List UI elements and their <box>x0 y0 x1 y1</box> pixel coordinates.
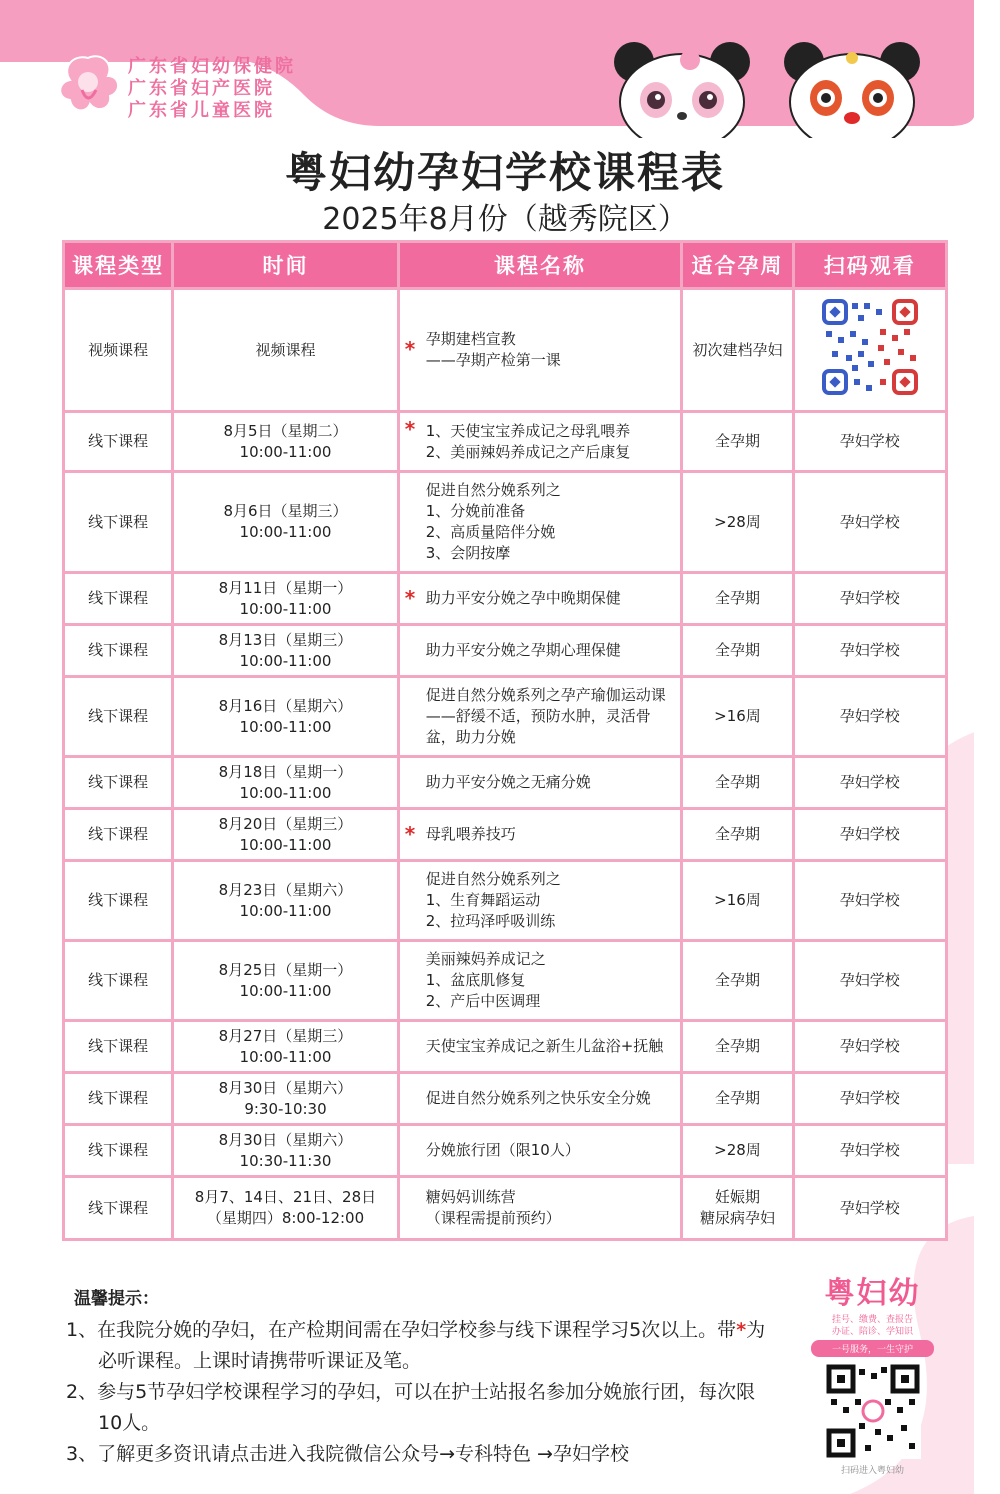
suitable-weeks: >16周 <box>683 862 791 939</box>
course-time: 8月30日（星期六） 9:30-10:30 <box>174 1074 397 1123</box>
required-star-icon: * <box>404 417 416 441</box>
course-name: 1、天使宝宝养成记之母乳喂养 2、美丽辣妈养成记之产后康复 <box>425 421 631 461</box>
watch-location: 孕妇学校 <box>795 758 945 807</box>
notes-section <box>66 1284 766 1470</box>
note-item-3: 3、了解更多资讯请点击进入我院微信公众号→专科特色 →孕妇学校 <box>66 1443 629 1465</box>
note-item-1-part-a: 1、在我院分娩的孕妇，在产检期间需在孕妇学校参与线下课程学习5次以上。带 <box>66 1319 737 1341</box>
course-type: 线下课程 <box>65 1074 171 1123</box>
course-time: 8月11日（星期一） 10:00-11:00 <box>174 574 397 623</box>
course-name: 美丽辣妈养成记之 1、盆底肌修复 2、产后中医调理 <box>425 950 546 1010</box>
course-name-cell <box>400 626 681 675</box>
table-row <box>65 942 945 1019</box>
course-time: 8月27日（星期三） 10:00-11:00 <box>174 1022 397 1071</box>
course-name-cell <box>400 810 681 859</box>
table-row <box>65 473 945 571</box>
course-type: 视频课程 <box>65 290 171 410</box>
page-title: 粤妇幼孕妇学校课程表 <box>284 148 725 197</box>
course-type: 线下课程 <box>65 413 171 470</box>
course-name: 促进自然分娩系列之快乐安全分娩 <box>425 1089 651 1107</box>
hospital-name-2: 广东省妇产医院 <box>128 78 275 99</box>
course-type: 线下课程 <box>65 1126 171 1175</box>
course-name: 母乳喂养技巧 <box>425 825 516 843</box>
watch-location: 孕妇学校 <box>795 1178 945 1238</box>
qr-code-icon[interactable] <box>818 295 922 399</box>
suitable-weeks: 全孕期 <box>683 1074 791 1123</box>
course-name: 促进自然分娩系列之孕产瑜伽运动课——舒缓不适，预防水肿，灵活骨盆，助力分娩 <box>425 686 666 746</box>
course-name-cell <box>400 1074 681 1123</box>
table-row <box>65 626 945 675</box>
course-type: 线下课程 <box>65 1178 171 1238</box>
watch-location: 孕妇学校 <box>795 862 945 939</box>
suitable-weeks: >28周 <box>683 473 791 571</box>
suitable-weeks: 全孕期 <box>683 413 791 470</box>
course-name: 助力平安分娩之无痛分娩 <box>425 773 591 791</box>
suitable-weeks: 全孕期 <box>683 758 791 807</box>
note-item-1 <box>66 1315 766 1377</box>
course-time: 8月25日（星期一） 10:00-11:00 <box>174 942 397 1019</box>
course-time: 8月16日（星期六） 10:00-11:00 <box>174 678 397 755</box>
watch-location: 孕妇学校 <box>795 810 945 859</box>
course-type: 线下课程 <box>65 942 171 1019</box>
required-star-icon: * <box>404 337 416 361</box>
course-time: 8月30日（星期六） 10:30-11:30 <box>174 1126 397 1175</box>
course-name-cell <box>400 1178 681 1238</box>
course-time: 8月5日（星期二） 10:00-11:00 <box>174 413 397 470</box>
course-name: 孕期建档宣教 ——孕期产检第一课 <box>425 330 561 369</box>
course-time: 8月23日（星期六） 10:00-11:00 <box>174 862 397 939</box>
course-type: 线下课程 <box>65 1022 171 1071</box>
course-time: 视频课程 <box>174 290 397 410</box>
page-subtitle: 2025年8月份（越秀院区） <box>322 202 688 237</box>
column-header-course: 课程名称 <box>400 243 681 287</box>
course-type: 线下课程 <box>65 678 171 755</box>
suitable-weeks: >28周 <box>683 1126 791 1175</box>
course-name-cell <box>400 1126 681 1175</box>
wechat-promo <box>805 1268 940 1476</box>
course-name: 天使宝宝养成记之新生儿盆浴+抚触 <box>425 1037 664 1055</box>
course-time: 8月7、14日、21日、28日 （星期四）8:00-12:00 <box>174 1178 397 1238</box>
table-row <box>65 1126 945 1175</box>
table-row <box>65 678 945 755</box>
hospital-logo-icon <box>52 50 124 118</box>
note-item-2: 2、参与5节孕妇学校课程学习的孕妇，可以在护士站报名参加分娩旅行团，每次限10人。 <box>66 1381 756 1434</box>
course-name-cell <box>400 574 681 623</box>
course-name: 促进自然分娩系列之 1、分娩前准备 2、高质量陪伴分娩 3、会阴按摩 <box>425 481 561 562</box>
suitable-weeks: 全孕期 <box>683 574 791 623</box>
suitable-weeks: >16周 <box>683 678 791 755</box>
column-header-time: 时间 <box>174 243 397 287</box>
watch-location: 孕妇学校 <box>795 473 945 571</box>
course-name-cell <box>400 413 681 470</box>
course-schedule-table <box>62 240 948 1241</box>
course-name-cell <box>400 678 681 755</box>
course-type: 线下课程 <box>65 810 171 859</box>
course-name: 助力平安分娩之孕期心理保健 <box>425 641 621 659</box>
promo-tag: 办证、陪诊、学知识 <box>831 1327 913 1337</box>
hospital-names <box>128 56 296 122</box>
note-item-1-part-b: 为必听课程。上课时请携带听课证及笔。 <box>98 1319 766 1372</box>
course-name-cell <box>400 290 681 410</box>
suitable-weeks: 初次建档孕妇 <box>683 290 791 410</box>
watch-location: 孕妇学校 <box>795 413 945 470</box>
course-name-cell <box>400 942 681 1019</box>
table-row <box>65 574 945 623</box>
course-name: 助力平安分娩之孕中晚期保健 <box>425 589 621 607</box>
suitable-weeks: 全孕期 <box>683 942 791 1019</box>
watch-location: 孕妇学校 <box>795 1074 945 1123</box>
panda-mascot-icon <box>612 40 752 138</box>
notes-title: 温馨提示： <box>74 1289 159 1309</box>
watch-location: 孕妇学校 <box>795 1022 945 1071</box>
suitable-weeks: 全孕期 <box>683 626 791 675</box>
course-time: 8月18日（星期一） 10:00-11:00 <box>174 758 397 807</box>
promo-tag: 挂号、缴费、查报告 <box>831 1315 913 1325</box>
course-type: 线下课程 <box>65 862 171 939</box>
table-row <box>65 1022 945 1071</box>
course-name: 糖妈妈训练营 （课程需提前预约） <box>425 1188 561 1227</box>
promo-slogan: 一号服务，一生守护 <box>811 1340 934 1357</box>
suitable-weeks: 妊娠期 糖尿病孕妇 <box>683 1178 791 1238</box>
course-name-cell <box>400 1022 681 1071</box>
table-row <box>65 290 945 410</box>
table-row <box>65 1178 945 1238</box>
column-header-type: 课程类型 <box>65 243 171 287</box>
hospital-name-3: 广东省儿童医院 <box>128 100 275 121</box>
course-type: 线下课程 <box>65 626 171 675</box>
course-type: 线下课程 <box>65 758 171 807</box>
panda-mascot-2-icon <box>782 40 922 138</box>
promo-tags <box>805 1314 940 1338</box>
course-name: 促进自然分娩系列之 1、生育舞蹈运动 2、拉玛泽呼吸训练 <box>425 870 561 930</box>
promo-title: 粤妇幼 <box>824 1276 921 1311</box>
promo-caption: 扫码进入粤妇幼 <box>840 1466 904 1476</box>
course-time: 8月13日（星期三） 10:00-11:00 <box>174 626 397 675</box>
course-type: 线下课程 <box>65 574 171 623</box>
table-row <box>65 758 945 807</box>
course-time: 8月6日（星期三） 10:00-11:00 <box>174 473 397 571</box>
suitable-weeks: 全孕期 <box>683 810 791 859</box>
watch-location: 孕妇学校 <box>795 626 945 675</box>
required-star-icon: * <box>404 585 416 610</box>
table-row <box>65 1074 945 1123</box>
course-name-cell <box>400 473 681 571</box>
course-name-cell <box>400 862 681 939</box>
watch-location: 孕妇学校 <box>795 942 945 1019</box>
column-header-weeks: 适合孕周 <box>683 243 791 287</box>
required-star-icon: * <box>736 1319 747 1341</box>
watch-location: 孕妇学校 <box>795 1126 945 1175</box>
watch-location: 孕妇学校 <box>795 678 945 755</box>
course-type: 线下课程 <box>65 473 171 571</box>
course-name-cell <box>400 758 681 807</box>
course-time: 8月20日（星期三） 10:00-11:00 <box>174 810 397 859</box>
hospital-name-1: 广东省妇幼保健院 <box>128 56 296 77</box>
table-row <box>65 810 945 859</box>
course-name: 分娩旅行团（限10人） <box>425 1141 580 1159</box>
suitable-weeks: 全孕期 <box>683 1022 791 1071</box>
table-row <box>65 413 945 470</box>
column-header-watch: 扫码观看 <box>795 243 945 287</box>
table-header-row <box>65 243 945 287</box>
watch-qr-cell[interactable] <box>795 290 945 410</box>
table-row <box>65 862 945 939</box>
required-star-icon: * <box>404 821 416 846</box>
wechat-qr-code-icon[interactable] <box>825 1363 921 1459</box>
watch-location: 孕妇学校 <box>795 574 945 623</box>
